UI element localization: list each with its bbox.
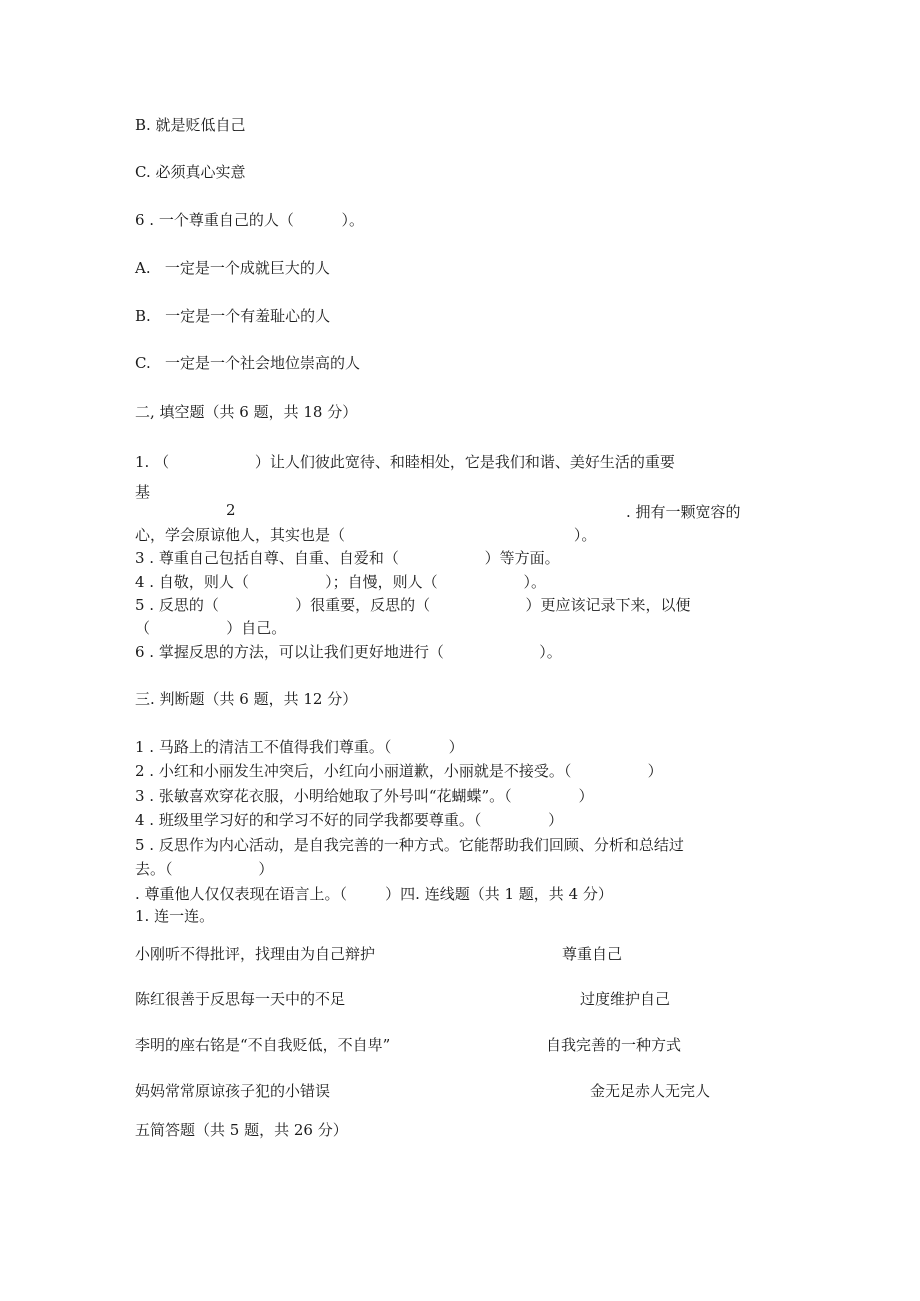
mc-option-6c: C. 一定是一个社会地位崇高的人 xyxy=(135,354,361,372)
mc-option-5b: B. 就是贬低自己 xyxy=(135,116,246,134)
judge-q5-line2: 去。（ ） xyxy=(135,860,274,878)
match-right-2: 过度维护自己 xyxy=(580,990,671,1008)
fill-q5-line1: 5 . 反思的（ ）很重要，反思的（ ）更应该记录下来，以便 xyxy=(135,596,691,614)
match-right-4: 金无足赤人无完人 xyxy=(590,1082,711,1100)
mc-option-6b: B. 一定是一个有羞耻心的人 xyxy=(135,307,331,325)
fill-q2-line2: 心，学会原谅他人，其实也是（ ）。 xyxy=(135,526,597,544)
match-left-4: 妈妈常常原谅孩子犯的小错误 xyxy=(135,1082,331,1100)
match-right-3: 自我完善的一种方式 xyxy=(546,1036,682,1054)
fill-q6: 6 . 掌握反思的方法，可以让我们更好地进行（ ）。 xyxy=(135,643,562,661)
judge-heading: 三. 判断题（共 6 题，共 12 分） xyxy=(135,690,358,708)
judge-q3: 3 . 张敏喜欢穿花衣服，小明给她取了外号叫“花蝴蝶”。（ ） xyxy=(135,787,594,805)
judge-q5-line1: 5 . 反思作为内心活动，是自我完善的一种方式。它能帮助我们回顾、分析和总结过 xyxy=(135,836,684,854)
fill-q2-right: . 拥有一颗宽容的 xyxy=(626,503,741,521)
match-left-3: 李明的座右铭是“不自我贬低，不自卑” xyxy=(135,1036,391,1054)
judge-q4: 4 . 班级里学习好的和学习不好的同学我都要尊重。（ ） xyxy=(135,811,564,829)
fill-q1-line2: 基 xyxy=(135,483,151,501)
fill-q1-line1: 1. （ ）让人们彼此宽待、和睦相处，它是我们和谐、美好生活的重要 xyxy=(135,453,675,471)
mc-question-6: 6 . 一个尊重自己的人（ ）。 xyxy=(135,211,365,229)
short-answer-heading: 五简答题（共 5 题，共 26 分） xyxy=(135,1121,348,1139)
match-left-2: 陈红很善于反思每一天中的不足 xyxy=(135,990,346,1008)
fill-heading: 二, 填空题（共 6 题，共 18 分） xyxy=(135,403,358,421)
mc-option-6a: A. 一定是一个成就巨大的人 xyxy=(135,259,330,277)
fill-q5-line2: （ ）自己。 xyxy=(135,619,287,637)
match-instruction: 1. 连一连。 xyxy=(135,907,215,925)
match-left-1: 小刚听不得批评，找理由为自己辩护 xyxy=(135,945,376,963)
judge-q6-and-match-heading: . 尊重他人仅仅表现在语言上。（ ）四. 连线题（共 1 题，共 4 分） xyxy=(135,885,613,903)
match-right-1: 尊重自己 xyxy=(562,945,623,963)
judge-q1: 1 . 马路上的清洁工不值得我们尊重。（ ） xyxy=(135,738,464,756)
mc-option-5c: C. 必须真心实意 xyxy=(135,163,246,181)
fill-q2-number: 2 xyxy=(226,501,236,519)
fill-q4: 4 . 自敬，则人（ ）；自慢，则人（ ）。 xyxy=(135,573,546,591)
judge-q2: 2 . 小红和小丽发生冲突后，小红向小丽道歉，小丽就是不接受。（ ） xyxy=(135,762,663,780)
fill-q3: 3 . 尊重自己包括自尊、自重、自爱和（ ）等方面。 xyxy=(135,549,560,567)
